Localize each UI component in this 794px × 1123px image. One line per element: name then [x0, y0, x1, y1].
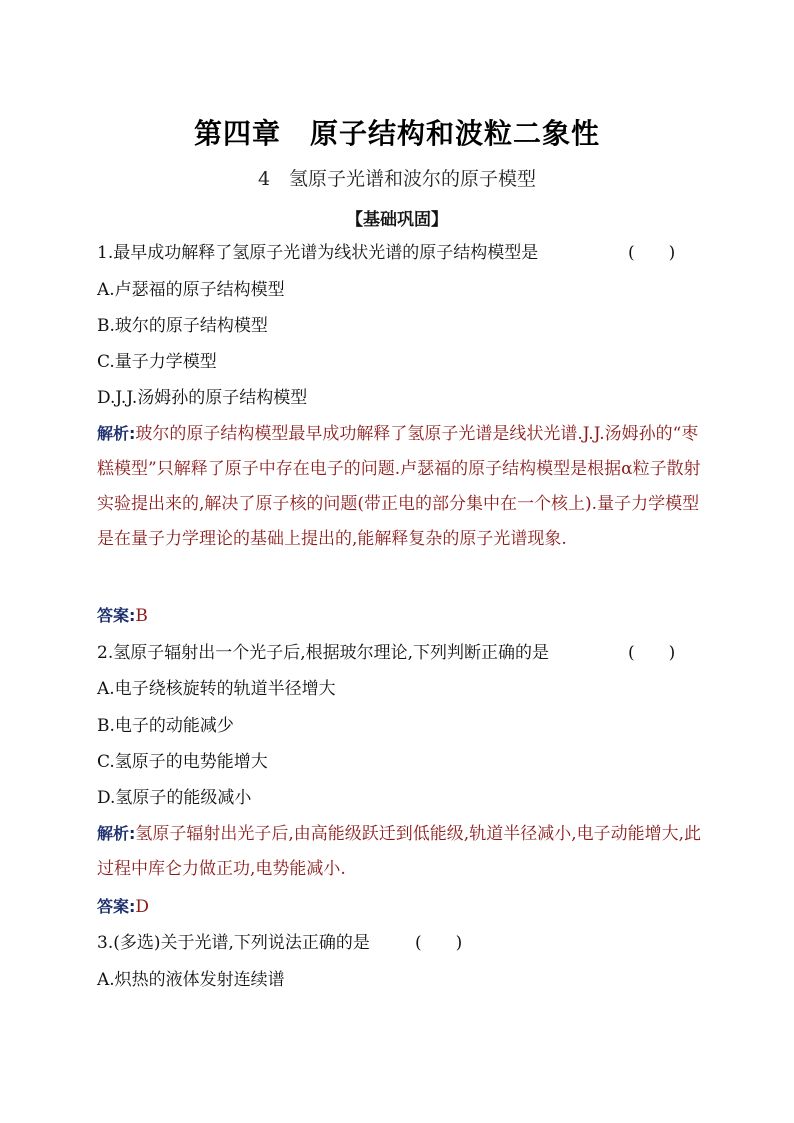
subheading: 【基础巩固】 — [346, 210, 448, 230]
question-1-option-a: A.卢瑟福的原子结构模型 — [97, 280, 285, 300]
answer-label: 答案: — [97, 897, 136, 916]
chapter-title: 第四章 原子结构和波粒二象性 — [193, 117, 600, 150]
question-2-option-d: D.氢原子的能级减小 — [97, 788, 252, 808]
section-title: 4 氢原子光谱和波尔的原子模型 — [257, 168, 537, 190]
question-2-stem: 2.氢原子辐射出一个光子后,根据玻尔理论,下列判断正确的是 — [97, 643, 550, 663]
question-1-option-c: C.量子力学模型 — [97, 352, 217, 372]
analysis-text: 氢原子辐射出光子后,由高能级跃迁到低能级,轨道半径减小,电子动能增大,此过程中库仑力做正功,电势能减小. — [97, 824, 702, 879]
question-1-paren: ( ) — [628, 243, 676, 263]
analysis-label: 解析: — [97, 824, 136, 843]
answer-label: 答案: — [97, 606, 136, 625]
question-2-option-b: B.电子的动能减少 — [97, 716, 234, 736]
answer-value: B — [135, 606, 148, 626]
question-2-analysis — [97, 816, 703, 887]
question-2-option-a: A.电子绕核旋转的轨道半径增大 — [97, 679, 336, 699]
analysis-label: 解析: — [97, 424, 136, 443]
analysis-text: 玻尔的原子结构模型最早成功解释了氢原子光谱是线状光谱.J.J.汤姆孙的“枣糕模型”只解释了原子中存在电子的问题.卢瑟福的原子结构模型是根据α粒子散射实验提出来的,解决了原子核的问题(带正电的部分集中在一个核上).量子力学模型是在量子力学理论的基础上提出的,能解释复杂的原子光谱现象. — [97, 424, 701, 549]
question-2-option-c: C.氢原子的电势能增大 — [97, 752, 268, 772]
question-1-analysis — [97, 416, 703, 557]
question-3-paren: ( ) — [415, 933, 463, 953]
question-1-option-d: D.J.J.汤姆孙的原子结构模型 — [97, 388, 308, 408]
question-2-answer — [97, 895, 149, 919]
question-1-answer — [97, 604, 148, 628]
question-2-paren: ( ) — [628, 643, 676, 663]
question-3-stem: 3.(多选)关于光谱,下列说法正确的是 — [97, 933, 370, 953]
question-1-option-b: B.玻尔的原子结构模型 — [97, 316, 268, 336]
answer-value: D — [135, 897, 150, 917]
question-3-option-a: A.炽热的液体发射连续谱 — [97, 970, 285, 990]
question-1-stem: 1.最早成功解释了氢原子光谱为线状光谱的原子结构模型是 — [97, 243, 539, 263]
